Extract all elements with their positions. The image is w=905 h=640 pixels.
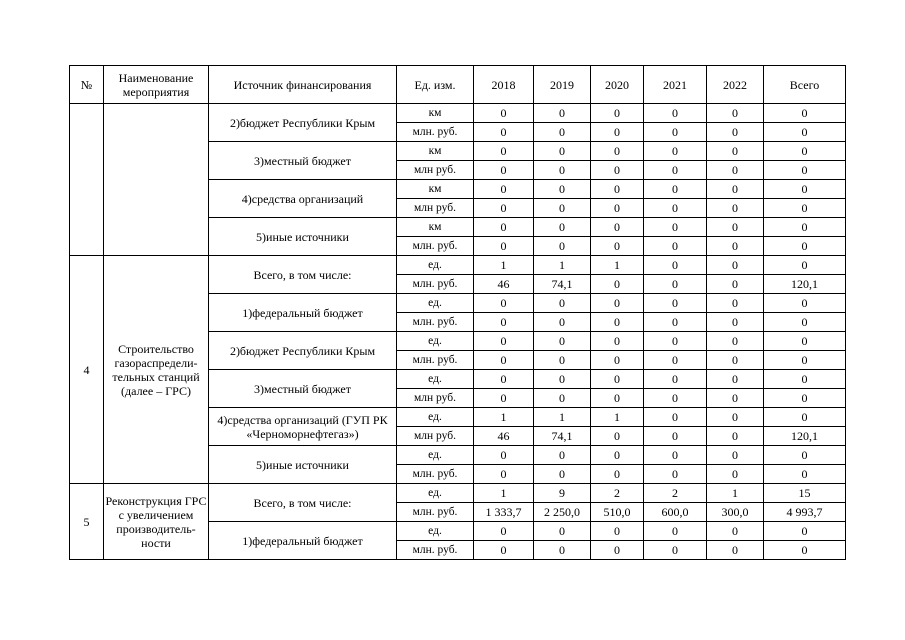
value-2020-cell: 0 (591, 237, 644, 256)
value-total-cell: 0 (764, 408, 846, 427)
unit-cell: млн. руб. (397, 275, 474, 294)
value-2022-cell: 0 (707, 332, 764, 351)
funding-source-cell: Всего, в том числе: (209, 256, 397, 294)
value-2018-cell: 0 (474, 199, 534, 218)
value-2019-cell: 1 (534, 256, 591, 275)
value-total-cell: 4 993,7 (764, 503, 846, 522)
funding-source-cell: 3)местный бюджет (209, 370, 397, 408)
value-2021-cell: 0 (644, 541, 707, 560)
unit-cell: млн. руб. (397, 351, 474, 370)
value-2022-cell: 0 (707, 180, 764, 199)
value-2018-cell: 0 (474, 104, 534, 123)
value-2021-cell: 0 (644, 161, 707, 180)
value-2021-cell: 0 (644, 180, 707, 199)
funding-source-cell: 4)средства организаций (ГУП РК «Черноморнефтегаз») (209, 408, 397, 446)
event-name-cell (104, 104, 209, 256)
unit-cell: км (397, 142, 474, 161)
value-2020-cell: 0 (591, 142, 644, 161)
value-2018-cell: 0 (474, 446, 534, 465)
value-2020-cell: 0 (591, 370, 644, 389)
header-funding-source: Источник финансирования (209, 66, 397, 104)
value-2020-cell: 0 (591, 389, 644, 408)
unit-cell: ед. (397, 408, 474, 427)
value-2018-cell: 0 (474, 522, 534, 541)
value-total-cell: 120,1 (764, 427, 846, 446)
value-2019-cell: 0 (534, 199, 591, 218)
value-2018-cell: 0 (474, 161, 534, 180)
value-2021-cell: 0 (644, 142, 707, 161)
value-2020-cell: 0 (591, 427, 644, 446)
value-2020-cell: 0 (591, 351, 644, 370)
row-number-cell: 5 (70, 484, 104, 560)
value-2019-cell: 0 (534, 351, 591, 370)
value-2020-cell: 0 (591, 541, 644, 560)
unit-cell: ед. (397, 294, 474, 313)
value-total-cell: 0 (764, 237, 846, 256)
table-row (70, 484, 846, 503)
header-total: Всего (764, 66, 846, 104)
value-2020-cell: 1 (591, 408, 644, 427)
event-name-cell: Строительство газораспредели-тельных станций (далее – ГРС) (104, 256, 209, 484)
value-2022-cell: 0 (707, 123, 764, 142)
value-2021-cell: 0 (644, 218, 707, 237)
unit-cell: ед. (397, 370, 474, 389)
value-2022-cell: 1 (707, 484, 764, 503)
value-2021-cell: 0 (644, 370, 707, 389)
value-total-cell: 0 (764, 123, 846, 142)
funding-source-cell: 3)местный бюджет (209, 142, 397, 180)
unit-cell: км (397, 218, 474, 237)
value-2021-cell: 600,0 (644, 503, 707, 522)
unit-cell: млн руб. (397, 199, 474, 218)
header-unit: Ед. изм. (397, 66, 474, 104)
unit-cell: км (397, 180, 474, 199)
row-number-cell (70, 104, 104, 256)
header-year-2021: 2021 (644, 66, 707, 104)
value-2019-cell: 0 (534, 294, 591, 313)
value-2020-cell: 1 (591, 256, 644, 275)
unit-cell: млн. руб. (397, 503, 474, 522)
value-2019-cell: 0 (534, 218, 591, 237)
value-2020-cell: 0 (591, 180, 644, 199)
value-total-cell: 0 (764, 218, 846, 237)
value-2021-cell: 0 (644, 408, 707, 427)
value-2022-cell: 0 (707, 408, 764, 427)
value-2019-cell: 0 (534, 161, 591, 180)
unit-cell: км (397, 104, 474, 123)
value-total-cell: 120,1 (764, 275, 846, 294)
unit-cell: ед. (397, 522, 474, 541)
value-2020-cell: 0 (591, 218, 644, 237)
value-2019-cell: 0 (534, 142, 591, 161)
unit-cell: млн. руб. (397, 313, 474, 332)
header-year-2020: 2020 (591, 66, 644, 104)
value-2022-cell: 0 (707, 199, 764, 218)
value-2022-cell: 0 (707, 465, 764, 484)
header-year-2019: 2019 (534, 66, 591, 104)
value-2022-cell: 0 (707, 446, 764, 465)
row-number-cell: 4 (70, 256, 104, 484)
value-total-cell: 0 (764, 199, 846, 218)
value-2020-cell: 0 (591, 275, 644, 294)
unit-cell: млн руб. (397, 389, 474, 408)
value-2021-cell: 0 (644, 427, 707, 446)
header-year-2022: 2022 (707, 66, 764, 104)
value-2020-cell: 0 (591, 294, 644, 313)
funding-source-cell: Всего, в том числе: (209, 484, 397, 522)
value-2022-cell: 0 (707, 218, 764, 237)
value-2021-cell: 2 (644, 484, 707, 503)
funding-source-cell: 2)бюджет Республики Крым (209, 332, 397, 370)
value-total-cell: 0 (764, 104, 846, 123)
value-2018-cell: 0 (474, 142, 534, 161)
header-event-name: Наименование мероприятия (104, 66, 209, 104)
value-2018-cell: 0 (474, 123, 534, 142)
value-2021-cell: 0 (644, 389, 707, 408)
value-2022-cell: 0 (707, 294, 764, 313)
unit-cell: млн. руб. (397, 541, 474, 560)
value-2018-cell: 0 (474, 180, 534, 199)
unit-cell: млн. руб. (397, 237, 474, 256)
value-2019-cell: 0 (534, 123, 591, 142)
value-2020-cell: 0 (591, 199, 644, 218)
value-2019-cell: 0 (534, 446, 591, 465)
value-2018-cell: 0 (474, 332, 534, 351)
value-2022-cell: 0 (707, 142, 764, 161)
value-2022-cell: 0 (707, 351, 764, 370)
value-2018-cell: 1 (474, 256, 534, 275)
value-total-cell: 0 (764, 161, 846, 180)
value-2020-cell: 0 (591, 161, 644, 180)
unit-cell: ед. (397, 446, 474, 465)
value-2021-cell: 0 (644, 313, 707, 332)
value-2018-cell: 46 (474, 275, 534, 294)
funding-source-cell: 1)федеральный бюджет (209, 522, 397, 560)
unit-cell: ед. (397, 332, 474, 351)
value-2019-cell: 0 (534, 370, 591, 389)
unit-cell: млн. руб. (397, 465, 474, 484)
value-2020-cell: 0 (591, 332, 644, 351)
unit-cell: млн руб. (397, 427, 474, 446)
value-2022-cell: 300,0 (707, 503, 764, 522)
funding-source-cell: 1)федеральный бюджет (209, 294, 397, 332)
value-total-cell: 0 (764, 465, 846, 484)
value-2018-cell: 46 (474, 427, 534, 446)
value-2021-cell: 0 (644, 446, 707, 465)
unit-cell: ед. (397, 484, 474, 503)
value-2021-cell: 0 (644, 123, 707, 142)
value-2020-cell: 0 (591, 104, 644, 123)
value-2022-cell: 0 (707, 522, 764, 541)
value-2019-cell: 2 250,0 (534, 503, 591, 522)
value-2018-cell: 0 (474, 237, 534, 256)
value-2018-cell: 0 (474, 218, 534, 237)
funding-source-cell: 5)иные источники (209, 218, 397, 256)
value-2021-cell: 0 (644, 465, 707, 484)
value-2019-cell: 9 (534, 484, 591, 503)
value-2020-cell: 510,0 (591, 503, 644, 522)
value-total-cell: 0 (764, 142, 846, 161)
value-2019-cell: 0 (534, 332, 591, 351)
value-2019-cell: 0 (534, 465, 591, 484)
value-2022-cell: 0 (707, 104, 764, 123)
table-header-row (70, 66, 846, 104)
value-2019-cell: 0 (534, 104, 591, 123)
value-total-cell: 0 (764, 313, 846, 332)
value-total-cell: 0 (764, 180, 846, 199)
value-2018-cell: 1 (474, 408, 534, 427)
value-total-cell: 0 (764, 294, 846, 313)
event-name-cell: Реконструкция ГРС с увеличением производитель-ности (104, 484, 209, 560)
value-total-cell: 0 (764, 332, 846, 351)
value-2021-cell: 0 (644, 332, 707, 351)
value-2019-cell: 0 (534, 180, 591, 199)
unit-cell: ед. (397, 256, 474, 275)
value-2021-cell: 0 (644, 237, 707, 256)
value-total-cell: 15 (764, 484, 846, 503)
funding-source-cell: 2)бюджет Республики Крым (209, 104, 397, 142)
value-2018-cell: 0 (474, 351, 534, 370)
value-total-cell: 0 (764, 541, 846, 560)
value-2022-cell: 0 (707, 427, 764, 446)
value-2021-cell: 0 (644, 522, 707, 541)
value-2019-cell: 1 (534, 408, 591, 427)
value-2022-cell: 0 (707, 389, 764, 408)
value-2020-cell: 0 (591, 123, 644, 142)
value-total-cell: 0 (764, 522, 846, 541)
value-2018-cell: 0 (474, 465, 534, 484)
value-total-cell: 0 (764, 370, 846, 389)
value-2020-cell: 0 (591, 522, 644, 541)
value-total-cell: 0 (764, 256, 846, 275)
value-2022-cell: 0 (707, 541, 764, 560)
value-2021-cell: 0 (644, 104, 707, 123)
table-row (70, 104, 846, 123)
value-2018-cell: 0 (474, 541, 534, 560)
value-2018-cell: 0 (474, 370, 534, 389)
value-2022-cell: 0 (707, 275, 764, 294)
value-2021-cell: 0 (644, 199, 707, 218)
value-2018-cell: 0 (474, 294, 534, 313)
value-2020-cell: 0 (591, 465, 644, 484)
value-2018-cell: 1 (474, 484, 534, 503)
value-2018-cell: 1 333,7 (474, 503, 534, 522)
value-2018-cell: 0 (474, 313, 534, 332)
funding-source-cell: 5)иные источники (209, 446, 397, 484)
value-2022-cell: 0 (707, 313, 764, 332)
value-2021-cell: 0 (644, 351, 707, 370)
value-total-cell: 0 (764, 446, 846, 465)
value-2021-cell: 0 (644, 294, 707, 313)
header-year-2018: 2018 (474, 66, 534, 104)
value-2019-cell: 0 (534, 237, 591, 256)
value-total-cell: 0 (764, 351, 846, 370)
value-2020-cell: 0 (591, 446, 644, 465)
financing-table (69, 65, 846, 560)
value-2022-cell: 0 (707, 370, 764, 389)
value-total-cell: 0 (764, 389, 846, 408)
value-2022-cell: 0 (707, 161, 764, 180)
value-2019-cell: 74,1 (534, 275, 591, 294)
value-2019-cell: 0 (534, 389, 591, 408)
value-2019-cell: 0 (534, 313, 591, 332)
value-2019-cell: 74,1 (534, 427, 591, 446)
value-2020-cell: 2 (591, 484, 644, 503)
value-2018-cell: 0 (474, 389, 534, 408)
unit-cell: млн. руб. (397, 123, 474, 142)
value-2021-cell: 0 (644, 256, 707, 275)
value-2019-cell: 0 (534, 522, 591, 541)
header-number: № (70, 66, 104, 104)
table-row (70, 256, 846, 275)
value-2022-cell: 0 (707, 256, 764, 275)
value-2019-cell: 0 (534, 541, 591, 560)
value-2020-cell: 0 (591, 313, 644, 332)
value-2022-cell: 0 (707, 237, 764, 256)
unit-cell: млн руб. (397, 161, 474, 180)
value-2021-cell: 0 (644, 275, 707, 294)
funding-source-cell: 4)средства организаций (209, 180, 397, 218)
